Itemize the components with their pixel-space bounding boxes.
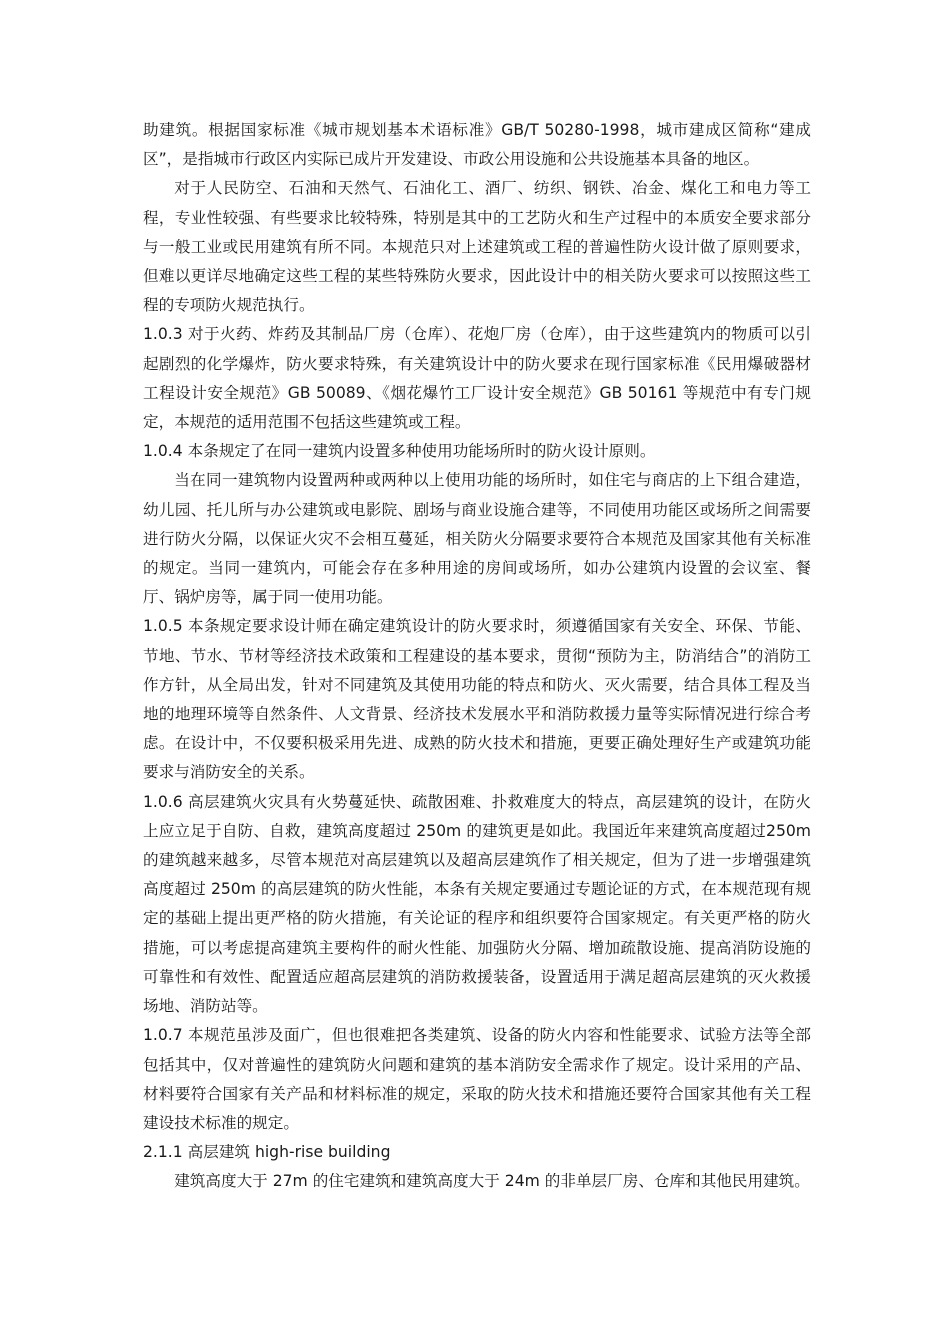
clause-1-0-6: 1.0.6 高层建筑火灾具有火势蔓延快、疏散困难、扑救难度大的特点，高层建筑的设计，在防火上应立足于自防、自救，建筑高度超过 250m 的建筑更是如此。我国近年来建筑高度超过250m 的建筑越来越多，尽管本规范对高层建筑以及超高层建筑作了相关规定，但为了进一步增强建筑高度超过 250m 的高层建筑的防火性能，本条有关规定要通过专题论证的方式，在本规范现有规定的基础上提出更严格的防火措施，有关论证的程序和组织要符合国家规定。有关更严格的防火措施，可以考虑提高建筑主要构件的耐火性能、加强防火分隔、增加疏散设施、提高消防设施的可靠性和有效性、配置适应超高层建筑的消防救援装备，设置适用于满足超高层建筑的灭火救援场地、消防站等。 [143, 792, 811, 1016]
clause-2-1-1-heading: 2.1.1 高层建筑 high-rise building [143, 1143, 391, 1162]
document-body [143, 116, 811, 1197]
clause-1-0-3: 1.0.3 对于火药、炸药及其制品厂房（仓库）、花炮厂房（仓库），由于这些建筑内的物质可以引起剧烈的化学爆炸，防火要求特殊，有关建筑设计中的防火要求在现行国家标准《民用爆破器材工程设计安全规范》GB 50089、《烟花爆竹工厂设计安全规范》GB 50161 等规范中有专门规定，本规范的适用范围不包括这些建筑或工程。 [143, 325, 811, 432]
clause-1-0-5: 1.0.5 本条规定要求设计师在确定建筑设计的防火要求时，须遵循国家有关安全、环保、节能、节地、节水、节材等经济技术政策和工程建设的基本要求，贯彻“预防为主，防消结合”的消防工作方针，从全局出发，针对不同建筑及其使用功能的特点和防火、灭火需要，结合具体工程及当地的地理环境等自然条件、人文背景、经济技术发展水平和消防救援力量等实际情况进行综合考虑。在设计中，不仅要积极采用先进、成熟的防火技术和措施，更要正确处理好生产或建筑功能要求与消防安全的关系。 [143, 617, 811, 782]
clause-1-0-4: 1.0.4 本条规定了在同一建筑内设置多种使用功能场所时的防火设计原则。 [143, 442, 656, 461]
paragraph-continuation: 助建筑。根据国家标准《城市规划基本术语标准》GB/T 50280-1998，城市建成区简称“建成区”，是指城市行政区内实际已成片开发建设、市政公用设施和公共设施基本具备的地区。 [143, 121, 811, 169]
definition-high-rise: 建筑高度大于 27m 的住宅建筑和建筑高度大于 24m 的非单层厂房、仓库和其他民用建筑。 [174, 1172, 810, 1191]
paragraph-mixed-use: 当在同一建筑物内设置两种或两种以上使用功能的场所时，如住宅与商店的上下组合建造，幼儿园、托儿所与办公建筑或电影院、剧场与商业设施合建等，不同使用功能区或场所之间需要进行防火分隔，以保证火灾不会相互蔓延，相关防火分隔要求要符合本规范及国家其他有关标准的规定。当同一建筑内，可能会存在多种用途的房间或场所，如办公建筑内设置的会议室、餐厅、锅炉房等，属于同一使用功能。 [143, 471, 811, 607]
clause-1-0-7: 1.0.7 本规范虽涉及面广，但也很难把各类建筑、设备的防火内容和性能要求、试验方法等全部包括其中，仅对普遍性的建筑防火问题和建筑的基本消防安全需求作了规定。设计采用的产品、材料要符合国家有关产品和材料标准的规定，采取的防火技术和措施还要符合国家其他有关工程建设技术标准的规定。 [143, 1026, 811, 1132]
paragraph-special-projects: 对于人民防空、石油和天然气、石油化工、酒厂、纺织、钢铁、冶金、煤化工和电力等工程，专业性较强、有些要求比较特殊，特别是其中的工艺防火和生产过程中的本质安全要求部分与一般工业或民用建筑有所不同。本规范只对上述建筑或工程的普遍性防火设计做了原则要求，但难以更详尽地确定这些工程的某些特殊防火要求，因此设计中的相关防火要求可以按照这些工程的专项防火规范执行。 [143, 179, 811, 315]
